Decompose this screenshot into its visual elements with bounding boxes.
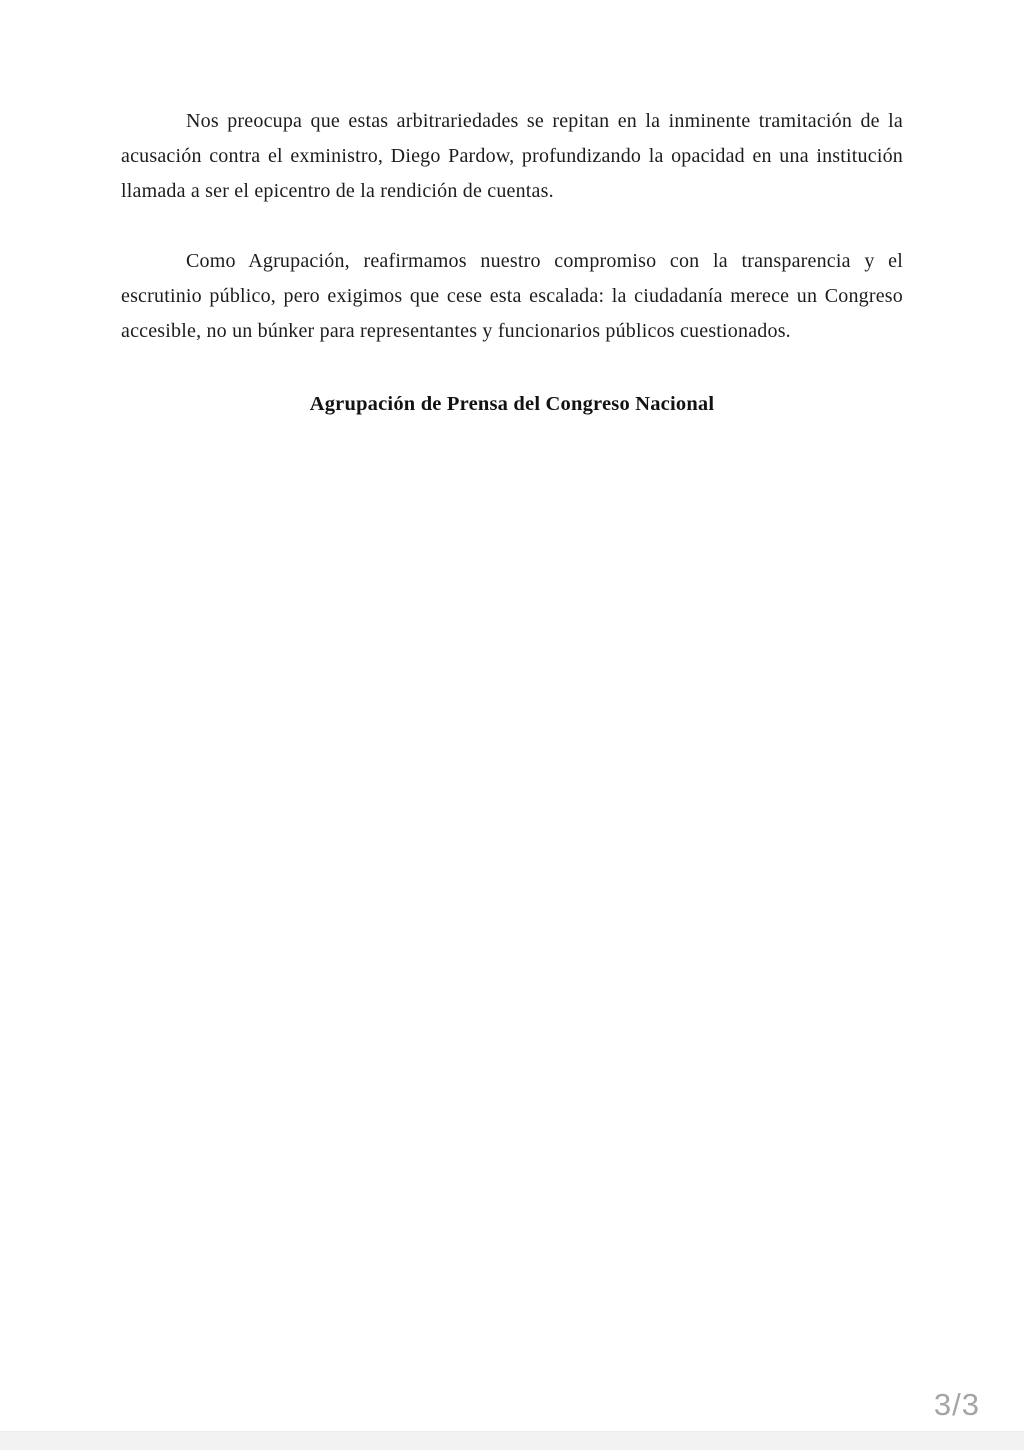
signature-line: Agrupación de Prensa del Congreso Nacional bbox=[309, 393, 715, 415]
paragraph-concern: Nos preocupa que estas arbitrariedades se repitan en la inminente tramitación de la acusación contra el exministro, Diego Pardow, profundizando la opacidad en una institución llamada a ser el epicentro de la rendición de cuentas. bbox=[121, 110, 903, 202]
viewer-footer-bar bbox=[0, 1431, 1024, 1450]
document-content bbox=[0, 0, 1024, 422]
page-indicator: 3/3 bbox=[933, 1387, 980, 1422]
paragraph-commitment: Como Agrupación, reafirmamos nuestro compromiso con la transparencia y el escrutinio público, pero exigimos que cese esta escalada: la ciudadanía merece un Congreso accesible, no un búnker para representantes y funcionarios públicos cuestionados. bbox=[121, 250, 903, 342]
